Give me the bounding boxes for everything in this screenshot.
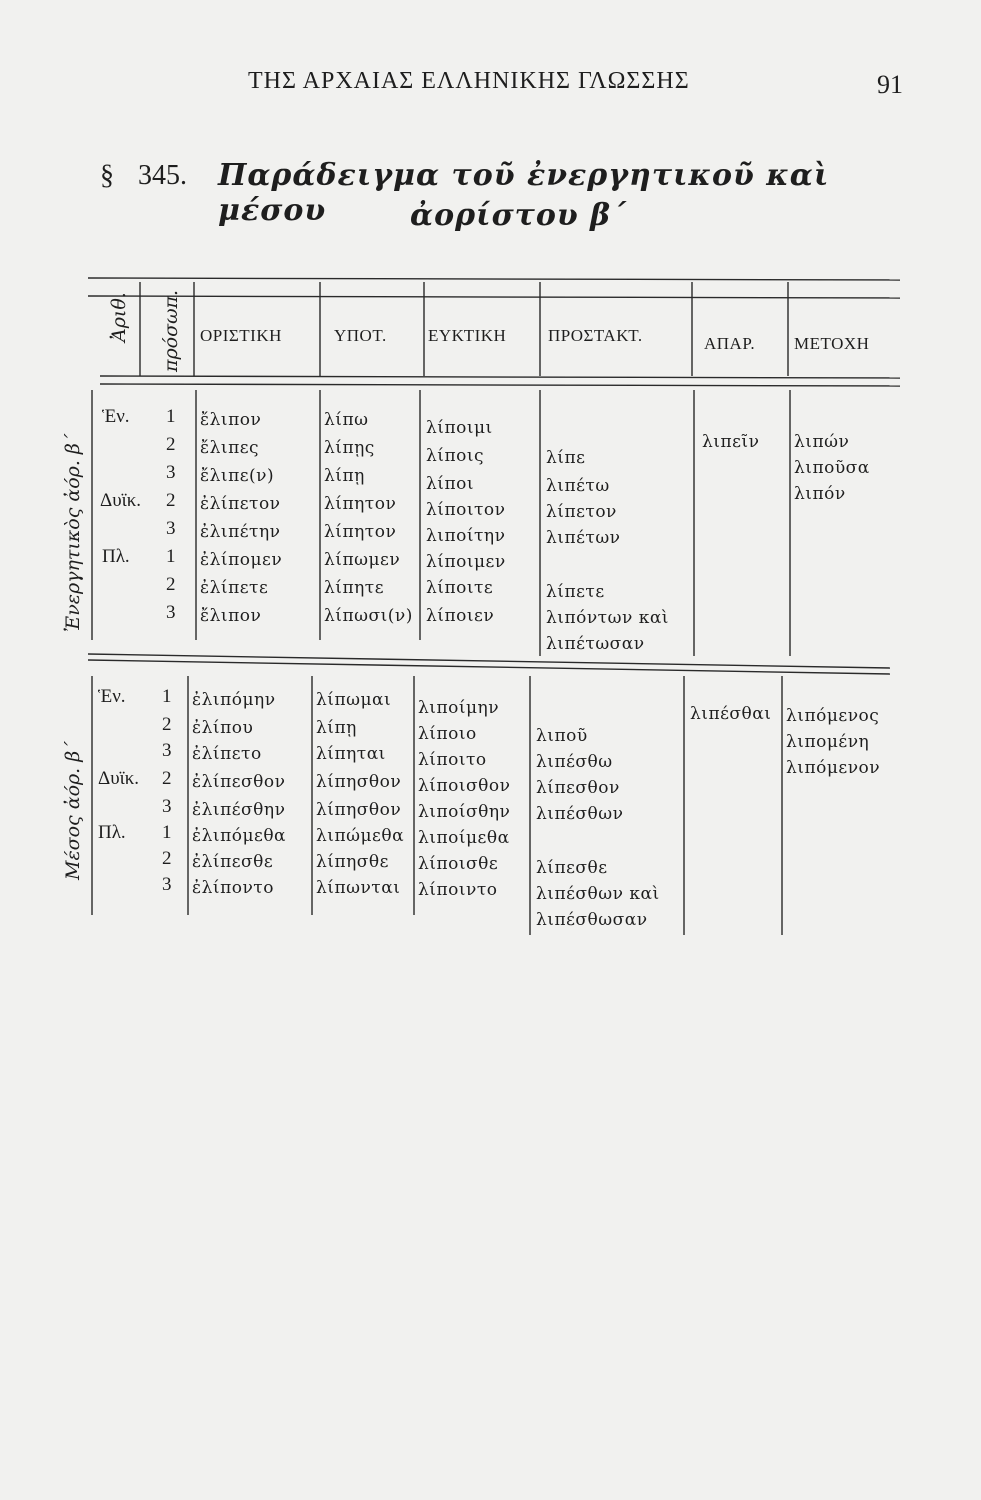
active-person: 1 <box>166 546 176 567</box>
header-indicative: ΟΡΙΣΤΙΚΗ <box>200 326 282 345</box>
middle-indicative-form: ἐλίπετο <box>192 744 262 764</box>
middle-voice-label: Μέσος ἀόρ. β΄ <box>62 741 84 880</box>
middle-imperative-form: λιπέσθων <box>536 804 624 824</box>
active-imperative-form: λιπέτω <box>546 476 610 496</box>
active-subjunctive-form: λίπωμεν <box>324 550 401 570</box>
active-participle-form: λιπών <box>794 432 850 452</box>
active-number-du: Δυϊκ. <box>100 490 142 511</box>
active-subjunctive-form: λίπῃ <box>324 466 365 486</box>
middle-person: 1 <box>162 686 172 707</box>
middle-subjunctive-form: λίπωνται <box>316 878 401 898</box>
middle-person: 2 <box>162 848 172 869</box>
middle-imperative-form: λιποῦ <box>536 726 588 746</box>
middle-person: 3 <box>162 740 172 761</box>
active-imperative-form: λίπετον <box>546 502 617 522</box>
middle-indicative-form: ἐλιπόμην <box>192 690 276 710</box>
page-number: 91 <box>877 70 903 99</box>
active-person: 3 <box>166 462 176 483</box>
middle-number-pl: Πλ. <box>98 822 126 843</box>
active-participle-form: λιπόν <box>794 484 846 504</box>
header-infinitive: ΑΠΑΡ. <box>704 334 756 353</box>
active-number-sg: Ἑν. <box>102 406 130 427</box>
active-number-pl: Πλ. <box>102 546 130 567</box>
active-imperative-form: λίπετε <box>546 582 605 602</box>
active-imperative-form: λίπε <box>546 448 586 468</box>
active-person: 2 <box>166 574 176 595</box>
running-title: ΤΗΣ ΑΡΧΑΙΑΣ ΕΛΛΗΝΙΚΗΣ ΓΛΩΣΣΗΣ <box>248 68 690 94</box>
middle-optative-form: λίποιο <box>418 724 477 744</box>
active-indicative-form: ἐλίπομεν <box>200 550 283 570</box>
middle-indicative-form: ἐλίπου <box>192 718 254 738</box>
active-indicative-form: ἐλιπέτην <box>200 522 281 542</box>
middle-indicative-form: ἐλίπεσθε <box>192 852 274 872</box>
section-number: 345. <box>138 160 187 191</box>
active-infinitive-form: λιπεῖν <box>702 432 760 452</box>
header-number: Ἀριθ. <box>108 292 130 342</box>
middle-indicative-form: ἐλιπέσθην <box>192 800 286 820</box>
middle-infinitive-form: λιπέσθαι <box>690 704 772 724</box>
active-subjunctive-form: λίπητον <box>324 494 397 514</box>
active-person: 2 <box>166 490 176 511</box>
active-optative-form: λίποιτε <box>426 578 494 598</box>
active-indicative-form: ἔλιπες <box>200 438 260 458</box>
active-imperative-form: λιπόντων καὶ <box>546 608 669 628</box>
active-subjunctive-form: λίπητε <box>324 578 385 598</box>
active-subjunctive-form: λίπητον <box>324 522 397 542</box>
middle-person: 1 <box>162 822 172 843</box>
middle-imperative-form: λίπεσθε <box>536 858 608 878</box>
middle-person: 3 <box>162 874 172 895</box>
active-imperative-form: λιπέτωσαν <box>546 634 645 654</box>
active-indicative-form: ἐλίπετον <box>200 494 281 514</box>
active-subjunctive-form: λίπῃς <box>324 438 375 458</box>
active-voice-label: Ἐνεργητικὸς ἀόρ. β΄ <box>62 433 84 632</box>
middle-number-du: Δυϊκ. <box>98 768 140 789</box>
middle-imperative-form: λιπέσθων καὶ <box>536 884 660 904</box>
middle-number-sg: Ἑν. <box>98 686 126 707</box>
section-title-line2: ἀορίστου β΄ <box>410 198 628 233</box>
middle-optative-form: λιποίμεθα <box>418 828 510 848</box>
active-optative-form: λίποιτον <box>426 500 506 520</box>
active-subjunctive-form: λίπωσι(ν) <box>324 606 413 626</box>
middle-subjunctive-form: λιπώμεθα <box>316 826 405 846</box>
middle-imperative-form: λιπέσθωσαν <box>536 910 648 930</box>
active-indicative-form: ἔλιπε(ν) <box>200 466 275 486</box>
middle-indicative-form: ἐλίπεσθον <box>192 772 286 792</box>
active-subjunctive-form: λίπω <box>324 410 369 430</box>
section-title-line1: Παράδειγμα τοῦ ἐνεργητικοῦ καὶ μέσου <box>218 158 830 228</box>
middle-imperative-form: λίπεσθον <box>536 778 620 798</box>
middle-participle-form: λιπόμενον <box>786 758 881 778</box>
header-participle: ΜΕΤΟΧΗ <box>794 334 870 353</box>
middle-participle-form: λιπόμενος <box>786 706 880 726</box>
middle-person: 2 <box>162 768 172 789</box>
active-optative-form: λίποιμεν <box>426 552 506 572</box>
active-participle-form: λιποῦσα <box>794 458 870 478</box>
header-subjunctive: ΥΠΟΤ. <box>334 326 387 345</box>
active-person: 1 <box>166 406 176 427</box>
active-optative-form: λίποιμι <box>426 418 493 438</box>
middle-indicative-form: ἐλίποντο <box>192 878 274 898</box>
active-person: 3 <box>166 518 176 539</box>
middle-optative-form: λίποιτο <box>418 750 487 770</box>
active-imperative-form: λιπέτων <box>546 528 621 548</box>
middle-subjunctive-form: λίπησθε <box>316 852 389 872</box>
middle-participle-form: λιπομένη <box>786 732 870 752</box>
middle-person: 3 <box>162 796 172 817</box>
active-optative-form: λίποι <box>426 474 475 494</box>
active-indicative-form: ἔλιπον <box>200 410 262 430</box>
middle-subjunctive-form: λίπησθον <box>316 800 402 820</box>
active-optative-form: λίποις <box>426 446 485 466</box>
active-indicative-form: ἔλιπον <box>200 606 262 626</box>
active-person: 3 <box>166 602 176 623</box>
header-imperative: ΠΡΟΣΤΑΚΤ. <box>548 326 643 345</box>
header-optative: ΕΥΚΤΙΚΗ <box>428 326 507 345</box>
active-optative-form: λίποιεν <box>426 606 495 626</box>
middle-indicative-form: ἐλιπόμεθα <box>192 826 287 846</box>
active-indicative-form: ἐλίπετε <box>200 578 269 598</box>
middle-optative-form: λίποιντο <box>418 880 498 900</box>
middle-subjunctive-form: λίπῃ <box>316 718 357 738</box>
middle-person: 2 <box>162 714 172 735</box>
middle-optative-form: λίποισθε <box>418 854 499 874</box>
middle-imperative-form: λιπέσθω <box>536 752 613 772</box>
middle-optative-form: λιποίσθην <box>418 802 511 822</box>
header-person: πρόσωπ. <box>160 289 182 372</box>
middle-subjunctive-form: λίπηται <box>316 744 386 764</box>
middle-subjunctive-form: λίπωμαι <box>316 690 392 710</box>
section-mark: § <box>100 160 114 191</box>
middle-optative-form: λίποισθον <box>418 776 511 796</box>
active-person: 2 <box>166 434 176 455</box>
active-optative-form: λιποίτην <box>426 526 506 546</box>
middle-optative-form: λιποίμην <box>418 698 500 718</box>
middle-subjunctive-form: λίπησθον <box>316 772 402 792</box>
